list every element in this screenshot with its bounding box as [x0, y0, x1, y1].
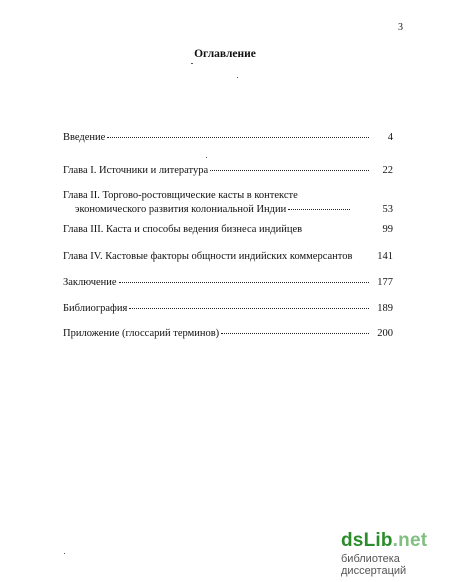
dot-leader [129, 307, 369, 309]
toc-entry-title-line-1: Глава II. Торгово-ростовщические касты в контексте [63, 190, 298, 201]
dot-leader [119, 281, 369, 283]
dot-leader [221, 332, 369, 334]
dot-leader [107, 136, 369, 138]
toc-entry-chapter-2[interactable] [63, 189, 393, 217]
logo-main-text: dsLib [341, 530, 393, 551]
logo-tld-text: .net [392, 530, 428, 551]
toc-entry-page: 177 [377, 277, 393, 288]
toc-entry-bibliography[interactable] [63, 302, 393, 316]
toc-entry-chapter-1[interactable] [63, 164, 393, 178]
toc-entry-title: Глава I. Источники и литература [63, 165, 209, 176]
page-number: 3 [398, 22, 403, 33]
toc-entry-page: 200 [377, 328, 393, 339]
scan-speck [206, 157, 207, 158]
toc-entry-title: Библиография [63, 303, 128, 314]
toc-entry-page: 141 [377, 251, 393, 262]
toc-entry-chapter-3[interactable] [63, 223, 393, 237]
toc-entry-page: 53 [382, 204, 393, 215]
toc-entry-title: Введение [63, 132, 106, 143]
toc-entry-title: Приложение (глоссарий терминов) [63, 328, 220, 339]
dot-leader [288, 208, 350, 210]
dslib-watermark [341, 530, 450, 577]
toc-entry-title: Глава III. Каста и способы ведения бизнеса индийцев [63, 224, 303, 235]
toc-title: Оглавление [194, 48, 256, 60]
toc-entry-title-line-2: экономического развития колониальной Индии [75, 204, 287, 215]
toc-entry-page: 99 [382, 224, 393, 235]
scan-speck [191, 63, 193, 64]
toc-entry-chapter-4[interactable] [63, 250, 393, 264]
toc-entry-title: Заключение [63, 277, 117, 288]
dslib-logo [341, 530, 450, 552]
toc-entry-appendix[interactable] [63, 327, 393, 341]
toc-entry-conclusion[interactable] [63, 276, 393, 290]
toc-entry-page: 189 [377, 303, 393, 314]
scan-speck [64, 553, 65, 554]
dot-leader [210, 169, 369, 171]
toc-entry-page: 22 [382, 165, 393, 176]
scan-speck [237, 77, 238, 78]
toc-entry-introduction[interactable] [63, 131, 393, 145]
watermark-subtitle: библиотека диссертаций [341, 553, 407, 577]
toc-entry-page: 4 [387, 132, 393, 143]
toc-entry-title: Глава IV. Кастовые факторы общности индийских коммерсантов [63, 251, 353, 262]
